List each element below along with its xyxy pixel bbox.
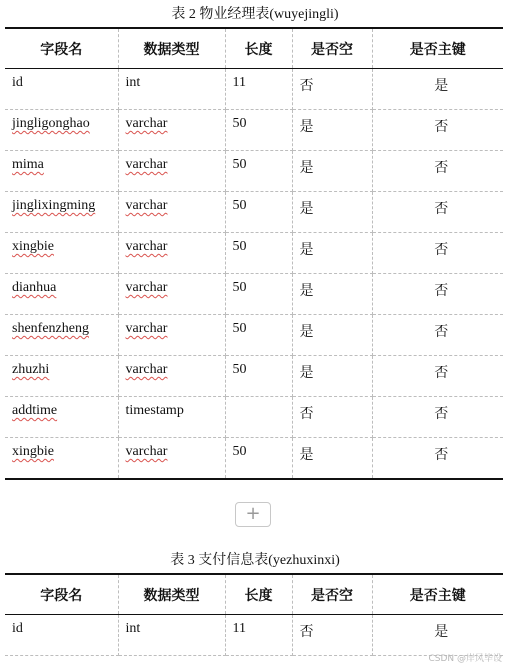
data-type-cell: varchar: [118, 274, 225, 315]
length-cell: 50: [225, 233, 292, 274]
nullable-cell: 否: [292, 397, 372, 438]
header-nullable: 是否空: [292, 574, 372, 615]
table-header-row: [5, 574, 503, 615]
header-data-type: 数据类型: [118, 574, 225, 615]
nullable-cell: 是: [292, 356, 372, 397]
primary-key-cell: 是: [372, 615, 503, 656]
length-cell: 50: [225, 151, 292, 192]
nullable-cell: 否: [292, 615, 372, 656]
header-nullable: 是否空: [292, 28, 372, 69]
field-name-cell: id: [5, 615, 118, 656]
nullable-cell: 否: [292, 69, 372, 110]
data-type-cell: varchar: [118, 110, 225, 151]
nullable-cell: 是: [292, 438, 372, 479]
field-name-cell: id: [5, 69, 118, 110]
table-2-caption: 表 2 物业经理表(wuyejingli): [171, 7, 339, 22]
data-type-cell: varchar: [118, 192, 225, 233]
data-type-cell: varchar: [118, 438, 225, 479]
table-2-wuyejingli: [5, 27, 503, 480]
field-name-cell: zhuzhi: [5, 356, 118, 397]
table-row: [5, 356, 503, 397]
primary-key-cell: 否: [372, 274, 503, 315]
primary-key-cell: 否: [372, 356, 503, 397]
length-cell: 11: [225, 69, 292, 110]
add-row-button[interactable]: +: [235, 502, 271, 527]
nullable-cell: 是: [292, 233, 372, 274]
table-row: [5, 274, 503, 315]
primary-key-cell: 否: [372, 192, 503, 233]
data-type-cell: varchar: [118, 315, 225, 356]
primary-key-cell: 否: [372, 151, 503, 192]
field-name-cell: mima: [5, 151, 118, 192]
table-row: [5, 192, 503, 233]
table-row: [5, 438, 503, 479]
table-row: [5, 233, 503, 274]
nullable-cell: 是: [292, 110, 372, 151]
length-cell: 50: [225, 274, 292, 315]
nullable-cell: 是: [292, 151, 372, 192]
data-type-cell: varchar: [118, 151, 225, 192]
field-name-cell: xingbie: [5, 233, 118, 274]
header-primary-key: 是否主键: [372, 574, 503, 615]
length-cell: 50: [225, 192, 292, 233]
table-header-row: [5, 28, 503, 69]
length-cell: 50: [225, 315, 292, 356]
data-type-cell: int: [118, 69, 225, 110]
table-row: [5, 151, 503, 192]
table-row: [5, 110, 503, 151]
field-name-cell: xingbie: [5, 438, 118, 479]
data-type-cell: varchar: [118, 233, 225, 274]
data-type-cell: varchar: [118, 356, 225, 397]
length-cell: [225, 397, 292, 438]
length-cell: 50: [225, 438, 292, 479]
field-name-cell: addtime: [5, 397, 118, 438]
primary-key-cell: 否: [372, 110, 503, 151]
header-length: 长度: [225, 574, 292, 615]
length-cell: 50: [225, 110, 292, 151]
header-data-type: 数据类型: [118, 28, 225, 69]
header-field-name: 字段名: [5, 574, 118, 615]
primary-key-cell: 否: [372, 438, 503, 479]
primary-key-cell: 否: [372, 315, 503, 356]
field-name-cell: dianhua: [5, 274, 118, 315]
field-name-cell: jinglixingming: [5, 192, 118, 233]
primary-key-cell: 是: [372, 69, 503, 110]
length-cell: 11: [225, 615, 292, 656]
table-3-caption: 表 3 支付信息表(yezhuxinxi): [170, 553, 340, 568]
data-type-cell: int: [118, 615, 225, 656]
table-row: [5, 315, 503, 356]
primary-key-cell: 否: [372, 397, 503, 438]
header-length: 长度: [225, 28, 292, 69]
data-type-cell: timestamp: [118, 397, 225, 438]
table-row: [5, 397, 503, 438]
header-field-name: 字段名: [5, 28, 118, 69]
header-primary-key: 是否主键: [372, 28, 503, 69]
nullable-cell: 是: [292, 192, 372, 233]
table-row: [5, 615, 503, 656]
table-row: [5, 69, 503, 110]
csdn-watermark: CSDN @岸风毕设: [428, 654, 502, 664]
nullable-cell: 是: [292, 315, 372, 356]
primary-key-cell: 否: [372, 233, 503, 274]
nullable-cell: 是: [292, 274, 372, 315]
field-name-cell: jingligonghao: [5, 110, 118, 151]
table-3-yezhuxinxi: [5, 573, 503, 656]
field-name-cell: shenfenzheng: [5, 315, 118, 356]
length-cell: 50: [225, 356, 292, 397]
